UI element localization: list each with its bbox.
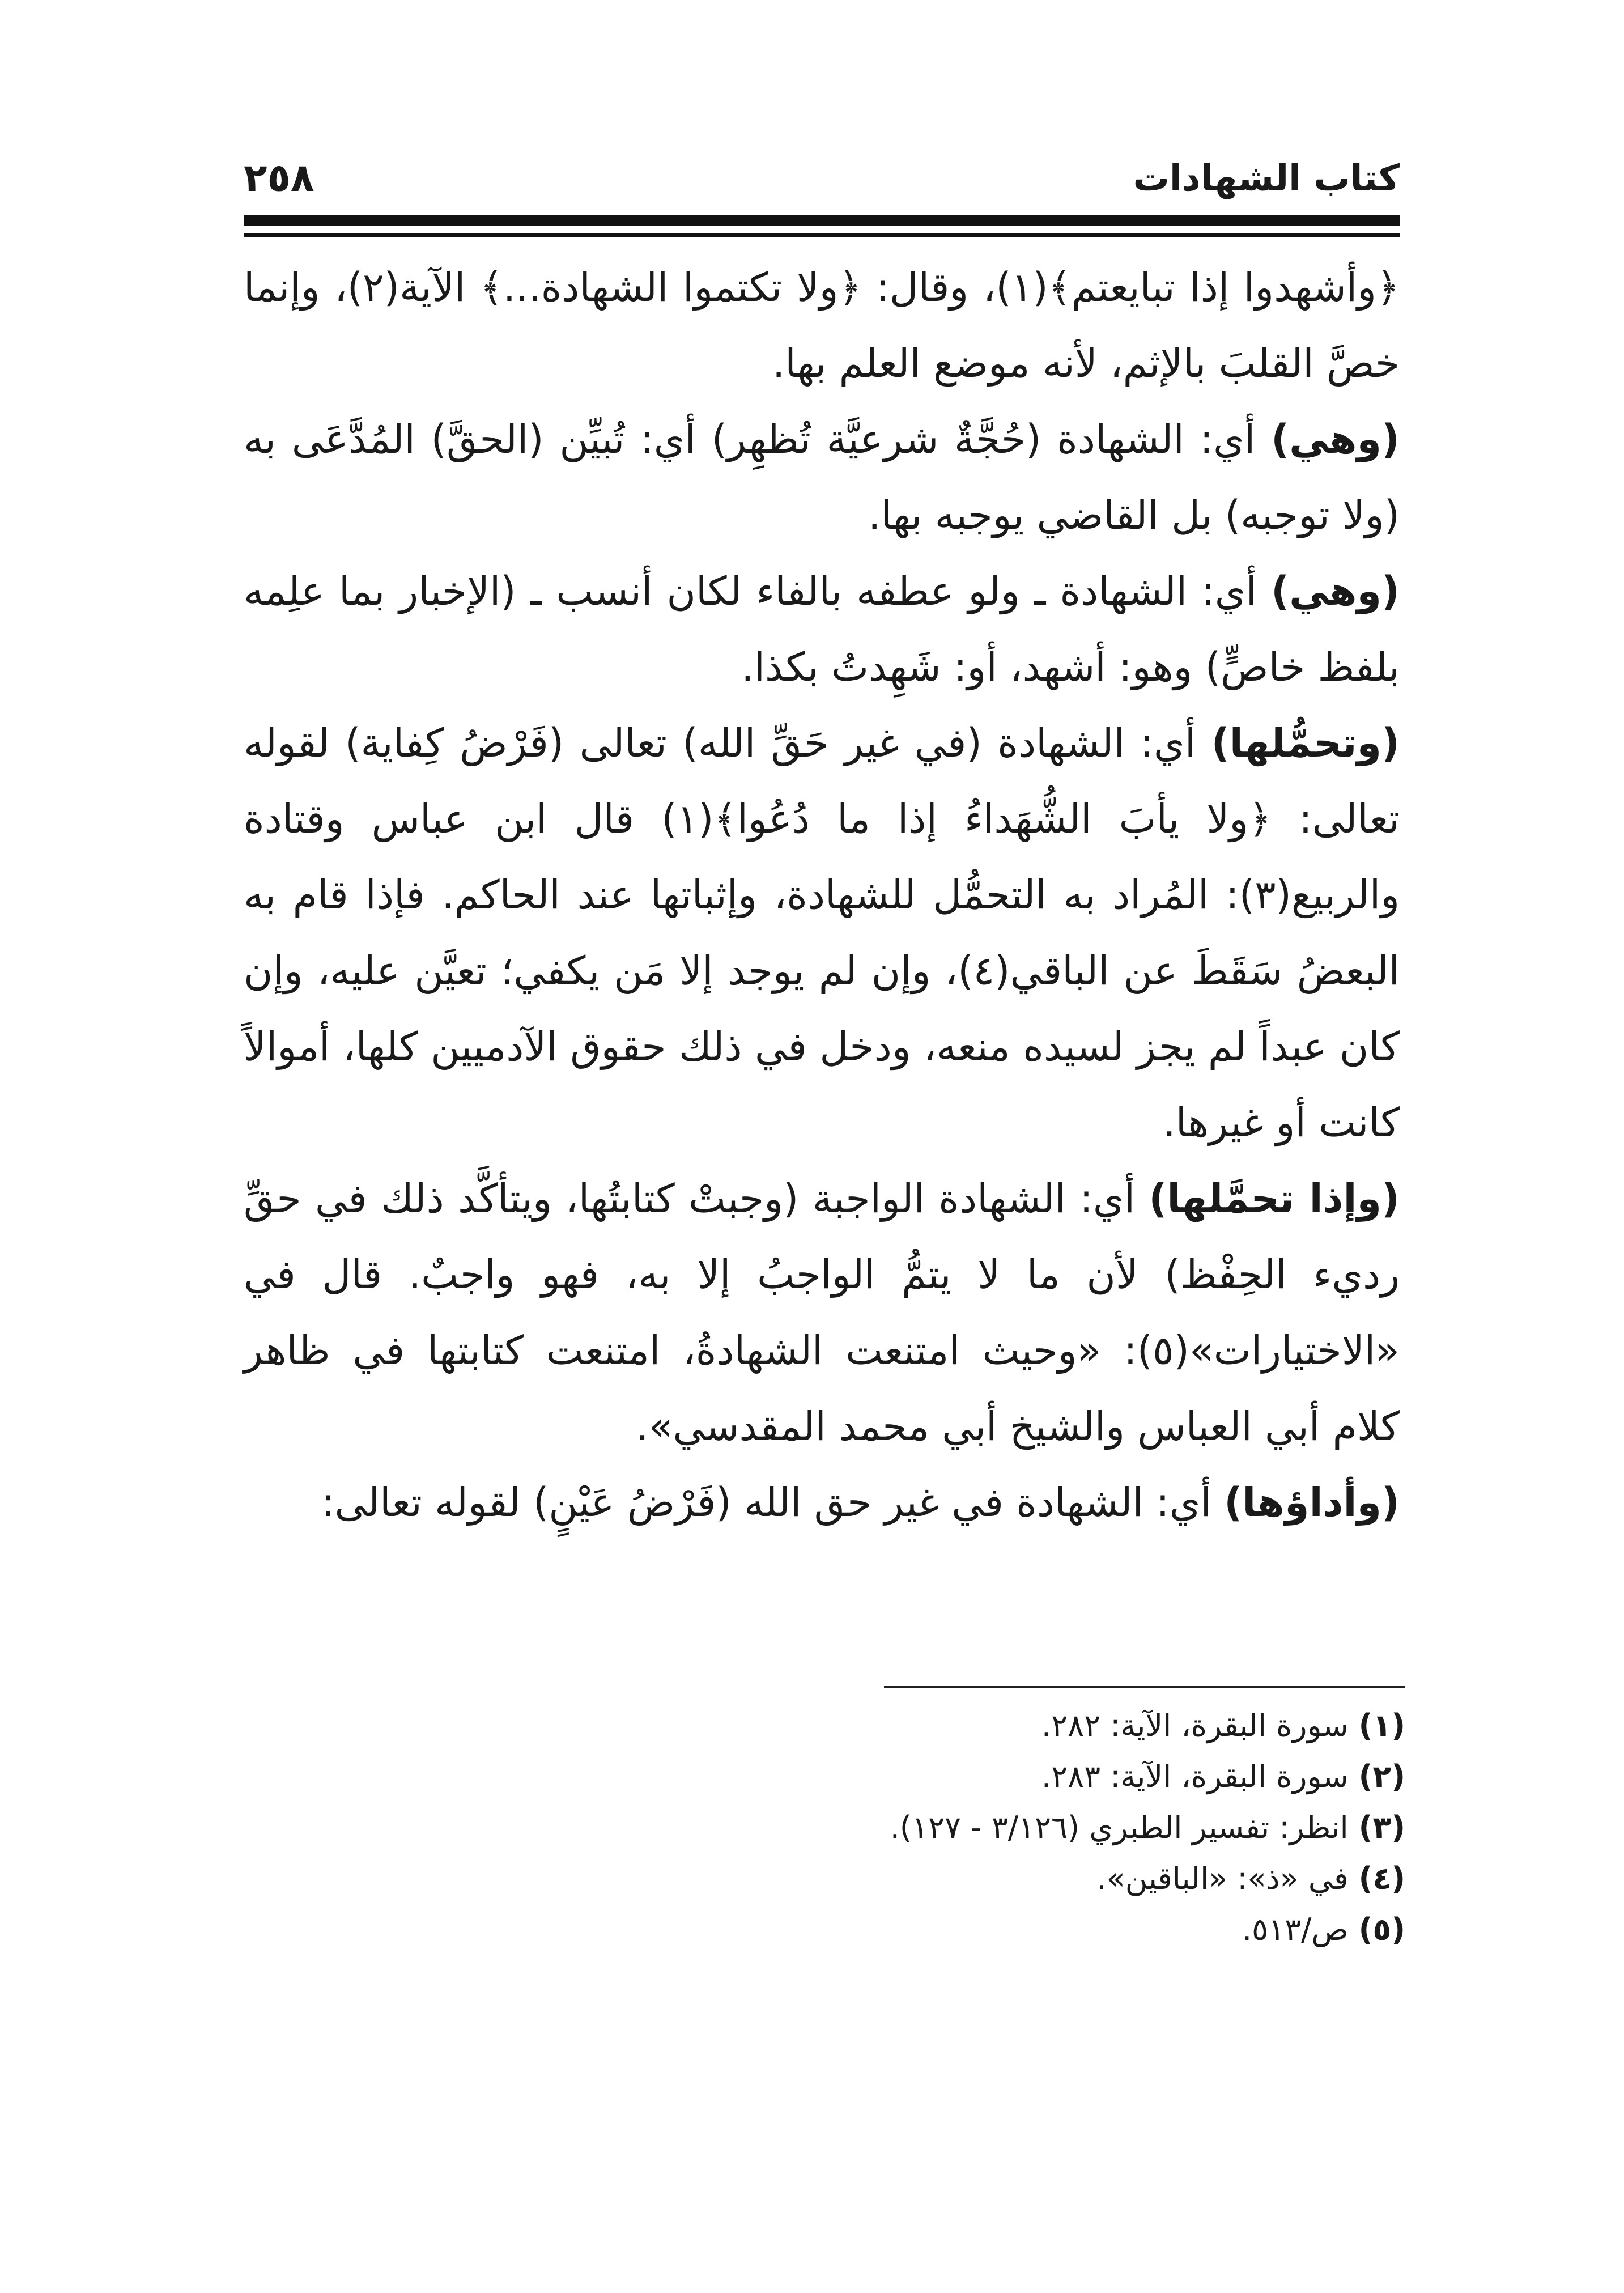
running-head-title: كتاب الشهادات xyxy=(1133,158,1400,199)
footnote-text: انظر: تفسير الطبري (٣/١٢٦ - ١٢٧). xyxy=(890,1810,1349,1845)
paragraph-text: أي: الشهادة (في غير حَقِّ الله) تعالى (فَرْضُ كِفاية) لقوله تعالى: ﴿ولا يأبَ الشُّهَداءُ إذا ما دُعُوا﴾(١) قال ابن عباس وقتادة والربيع(٣): المُراد به التحمُّل للشهادة، وإثباتها عند الحاكم. فإذا قام به البعضُ سَقَطَ عن الباقي(٤)، وإن لم يوجد إلا مَن يكفي؛ تعيَّن عليه، وإن كان عبداً لم يجز لسيده منعه، ودخل في ذلك حقوق الآدميين كلها، أموالاً كانت أو غيرها. xyxy=(244,720,1400,1146)
footnote xyxy=(244,1853,1405,1904)
paragraph-text: أي: الشهادة في غير حق الله (فَرْضُ عَيْنٍ) لقوله تعالى: xyxy=(321,1479,1225,1526)
paragraph-text: أي: الشهادة الواجبة (وجبتْ كتابتُها، ويتأكَّد ذلك في حقِّ رديء الحِفْظ) لأن ما لا يتمُّ الواجبُ إلا به، فهو واجبٌ. قال في «الاختيارات»(٥): «وحيث امتنعت الشهادةُ، امتنعت كتابتها في ظاهر كلام أبي العباس والشيخ أبي محمد المقدسي». xyxy=(244,1175,1400,1450)
page-header xyxy=(244,153,1400,204)
paragraph-lead: (وإذا تحمَّلها) xyxy=(1149,1175,1400,1222)
page-number: ٢٥٨ xyxy=(244,156,314,201)
footnote-text: ص/٥١٣. xyxy=(1242,1912,1349,1947)
footnote-number: (٤) xyxy=(1358,1861,1405,1896)
footnote xyxy=(244,1802,1405,1853)
main-text xyxy=(244,249,1400,1540)
footnote-number: (١) xyxy=(1358,1708,1405,1743)
footnote xyxy=(244,1751,1405,1802)
paragraph-lead: (وتحمُّلها) xyxy=(1211,720,1400,766)
paragraph-lead: (وهي) xyxy=(1271,416,1400,462)
paragraph xyxy=(244,705,1400,1161)
paragraph xyxy=(244,1161,1400,1464)
paragraph-lead: (وهي) xyxy=(1271,568,1400,614)
footnote-text: سورة البقرة، الآية: ٢٨٢. xyxy=(1041,1708,1349,1743)
paragraph xyxy=(244,553,1400,705)
paragraph xyxy=(244,1464,1400,1540)
footnote xyxy=(244,1700,1405,1751)
paragraph-lead: (وأداؤها) xyxy=(1224,1479,1400,1526)
footnote-number: (٥) xyxy=(1358,1912,1405,1947)
paragraph-text: أي: الشهادة ـ ولو عطفه بالفاء لكان أنسب ـ (الإخبار بما علِمه بلفظ خاصٍّ) وهو: أشهد، أو: شَهِدتُ بكذا. xyxy=(244,568,1400,690)
footnote-text: سورة البقرة، الآية: ٢٨٣. xyxy=(1041,1759,1349,1794)
footnotes xyxy=(244,1700,1405,1955)
paragraph-text: أي: الشهادة (حُجَّةٌ شرعيَّة تُظهِر) أي: تُبيِّن (الحقَّ) المُدَّعَى به (ولا توجبه) بل القاضي يوجبه بها. xyxy=(244,416,1400,538)
footnote-number: (٣) xyxy=(1358,1810,1405,1845)
footnote-number: (٢) xyxy=(1358,1759,1405,1794)
footnote xyxy=(244,1904,1405,1955)
footnote-rule xyxy=(884,1686,1405,1688)
paragraph xyxy=(244,401,1400,553)
header-rule-thick xyxy=(244,215,1400,226)
header-rule-thin xyxy=(244,233,1400,237)
paragraph-text: ﴿وأشهدوا إذا تبايعتم﴾(١)، وقال: ﴿ولا تكتموا الشهادة...﴾ الآية(٢)، وإنما خصَّ القلبَ بالإثم، لأنه موضع العلم بها. xyxy=(244,264,1400,387)
footnote-text: في «ذ»: «الباقين». xyxy=(1096,1861,1349,1896)
paragraph xyxy=(244,249,1400,401)
